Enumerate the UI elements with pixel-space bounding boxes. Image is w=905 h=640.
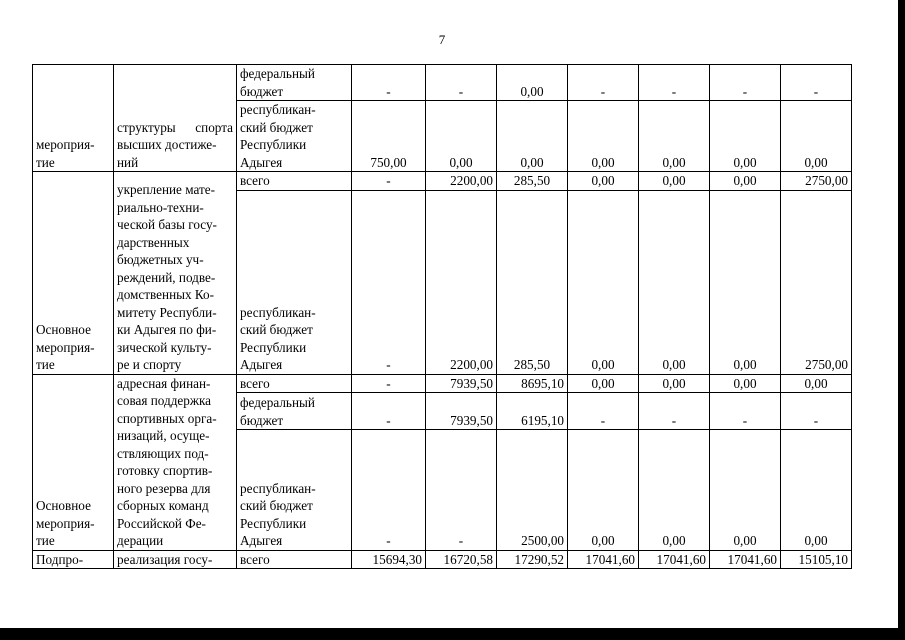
name-line: низаций, осуще- [117, 428, 210, 443]
value-cell: - [352, 172, 426, 191]
value-cell: 0,00 [710, 430, 781, 550]
table-row [33, 374, 852, 393]
value-cell: - [781, 393, 852, 430]
value-cell: 2200,00 [426, 190, 497, 374]
source-line: республикан- [240, 102, 316, 117]
funding-source-cell [237, 393, 352, 430]
value-cell: 0,00 [568, 172, 639, 191]
name-line: ки Адыгея по фи- [117, 322, 217, 337]
activity-type-cell: Основное мероприя- тие [33, 374, 114, 550]
value-cell: 17041,60 [639, 550, 710, 569]
value-cell: 0,00 [568, 190, 639, 374]
source-line: федеральный [240, 395, 315, 411]
source-line: республикан- [240, 480, 316, 496]
value-cell: 0,00 [710, 101, 781, 172]
value-cell: - [426, 65, 497, 101]
value-cell: 0,00 [639, 172, 710, 191]
value-cell: - [426, 430, 497, 550]
name-line: ного резерва для [117, 480, 211, 496]
name-line: готовку спортив- [117, 463, 213, 478]
value-cell: 15105,10 [781, 550, 852, 569]
name-line: сборных команд [117, 498, 209, 513]
name-line: дарственных [117, 234, 190, 250]
value-cell: 8695,10 [497, 374, 568, 393]
name-line: спортивных орга- [117, 410, 217, 426]
value-cell: - [639, 65, 710, 101]
name-line: бюджетных уч- [117, 252, 204, 267]
value-cell: 0,00 [710, 190, 781, 374]
value-cell: 0,00 [568, 101, 639, 172]
table-row [33, 65, 852, 101]
activity-name-cell [114, 172, 237, 375]
name-line: зической культу- [117, 339, 212, 355]
activity-name-cell: реализация госу- [114, 550, 237, 569]
value-cell: 0,00 [781, 374, 852, 393]
name-line: ствляющих под- [117, 445, 209, 461]
funding-source-cell: всего [237, 374, 352, 393]
activity-name-cell [114, 374, 237, 550]
value-cell: - [352, 65, 426, 101]
funding-source-cell: всего [237, 550, 352, 569]
value-cell: 17041,60 [710, 550, 781, 569]
value-cell: 2750,00 [781, 190, 852, 374]
value-cell: 0,00 [781, 430, 852, 550]
value-cell: 0,00 [426, 101, 497, 172]
value-cell: - [352, 393, 426, 430]
source-line: бюджет [240, 412, 284, 428]
scan-bottom-edge [0, 628, 905, 640]
source-line: Республики [240, 137, 307, 152]
value-cell: 0,00 [497, 101, 568, 172]
activity-type-cell: Основное мероприя- тие [33, 172, 114, 375]
value-cell: 17290,52 [497, 550, 568, 569]
source-line: Республики [240, 515, 307, 531]
source-line: республикан- [240, 304, 316, 320]
source-line: ский бюджет [240, 119, 313, 135]
value-cell: 7939,50 [426, 393, 497, 430]
name-line: ре и спорту [117, 357, 182, 372]
budget-table [32, 64, 852, 569]
source-line: Республики [240, 339, 307, 355]
activity-type-cell: мероприя- тие [33, 65, 114, 172]
name-line: адресная финан- [117, 375, 211, 391]
name-line: домственных Ко- [117, 287, 215, 302]
name-line: ческой базы госу- [117, 217, 217, 232]
name-line: Российской Фе- [117, 515, 206, 531]
scan-right-edge [898, 0, 905, 640]
source-line: Адыгея [240, 533, 283, 548]
value-cell: 750,00 [352, 101, 426, 172]
table-row [33, 172, 852, 191]
funding-source-cell [237, 430, 352, 550]
name-line: риально-техни- [117, 199, 204, 215]
page-number: 7 [438, 32, 446, 47]
value-cell: - [710, 393, 781, 430]
value-cell: - [568, 393, 639, 430]
value-cell: - [781, 65, 852, 101]
value-cell: 7939,50 [426, 374, 497, 393]
funding-source-cell: всего [237, 172, 352, 191]
activity-name-cell: структуры спорта высших достиже- ний [114, 65, 237, 172]
name-line: совая поддержка [117, 393, 212, 408]
value-cell: 0,00 [710, 374, 781, 393]
value-cell: - [568, 65, 639, 101]
value-cell: 0,00 [639, 374, 710, 393]
funding-source-cell: федеральный бюджет [237, 65, 352, 101]
value-cell: 17041,60 [568, 550, 639, 569]
value-cell: 2500,00 [497, 430, 568, 550]
name-line: реждений, подве- [117, 269, 216, 285]
name-line: дерации [117, 533, 164, 548]
value-cell: 2200,00 [426, 172, 497, 191]
activity-type-cell: Подпро- [33, 550, 114, 569]
value-cell: 0,00 [781, 101, 852, 172]
value-cell: 15694,30 [352, 550, 426, 569]
value-cell: 16720,58 [426, 550, 497, 569]
value-cell: 2750,00 [781, 172, 852, 191]
value-cell: 285,50 [497, 190, 568, 374]
value-cell: - [352, 374, 426, 393]
source-line: Адыгея [240, 357, 283, 372]
table-row [33, 550, 852, 569]
value-cell: 285,50 [497, 172, 568, 191]
funding-source-cell [237, 101, 352, 172]
funding-source-cell [237, 190, 352, 374]
value-cell: 0,00 [639, 190, 710, 374]
name-line: митету Республи- [117, 304, 217, 320]
value-cell: - [352, 190, 426, 374]
value-cell: 0,00 [568, 374, 639, 393]
value-cell: 0,00 [639, 430, 710, 550]
value-cell: - [352, 430, 426, 550]
value-cell: 0,00 [710, 172, 781, 191]
value-cell: 0,00 [639, 101, 710, 172]
value-cell: 0,00 [497, 65, 568, 101]
source-line: ский бюджет [240, 498, 313, 513]
value-cell: - [639, 393, 710, 430]
value-cell: - [710, 65, 781, 101]
value-cell: 6195,10 [497, 393, 568, 430]
source-line: Адыгея [240, 154, 283, 170]
name-line: укрепление мате- [117, 182, 215, 197]
source-line: ский бюджет [240, 322, 313, 337]
value-cell: 0,00 [568, 430, 639, 550]
